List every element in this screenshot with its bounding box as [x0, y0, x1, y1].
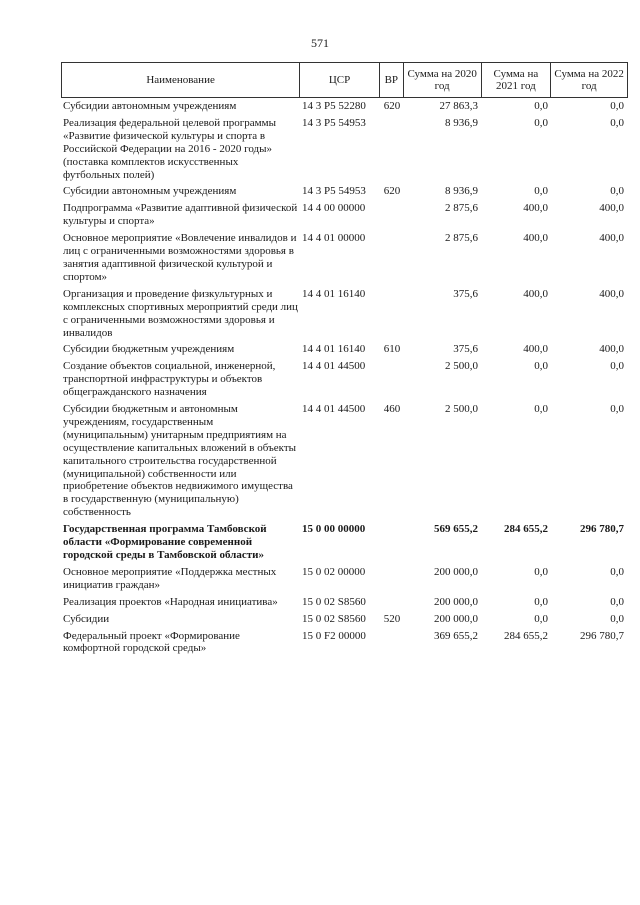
row-csr: 15 0 02 S8560 [302, 595, 366, 608]
table-row [61, 117, 628, 182]
row-sum-2022: 400,0 [599, 232, 624, 245]
page-number: 571 [311, 36, 329, 50]
row-csr: 15 0 00 00000 [302, 523, 366, 536]
row-sum-2021: 0,0 [534, 595, 548, 608]
row-sum-2022: 0,0 [610, 116, 624, 129]
row-vr [380, 202, 404, 228]
header-sum-2021: Сумма на 2021 год [482, 63, 552, 97]
row-sum-2022: 296 780,7 [580, 523, 624, 536]
row-csr: 14 4 00 00000 [302, 202, 366, 215]
row-vr [380, 596, 404, 609]
row-vr: 610 [383, 343, 401, 356]
row-sum-2021: 284 655,2 [504, 629, 548, 642]
table-header [61, 62, 628, 98]
row-sum-2022: 400,0 [599, 202, 624, 215]
header-csr: ЦСР [300, 63, 380, 97]
row-name: Федеральный проект «Формирование комфортной городской среды» [63, 629, 240, 655]
table-row [61, 360, 628, 399]
row-name: Реализация проектов «Народная инициатива» [63, 595, 278, 608]
row-sum-2020: 2 500,0 [445, 403, 478, 416]
row-csr: 14 3 P5 54953 [302, 185, 366, 198]
table-row [61, 613, 628, 626]
row-csr: 14 4 01 00000 [302, 232, 366, 245]
table-body [61, 100, 628, 655]
row-csr: 15 0 02 00000 [302, 565, 366, 578]
row-csr: 15 0 F2 00000 [302, 629, 366, 642]
table-row [61, 403, 628, 519]
row-sum-2022: 0,0 [610, 100, 624, 112]
row-sum-2020: 2 875,6 [445, 202, 478, 215]
row-name: Субсидии бюджетным и автономным учреждениям, государственным (муниципальным) унитарным предприятиям на осуществление капитальных вложений в объекты капитального строительства государственной (муниципальной) собственности или приобретение объектов недвижимого имущества в государственную (муниципальную) собственность [63, 403, 297, 519]
row-csr: 15 0 02 S8560 [302, 612, 366, 625]
row-sum-2021: 0,0 [534, 116, 548, 129]
row-sum-2021: 0,0 [534, 185, 548, 198]
row-sum-2022: 400,0 [599, 343, 624, 356]
row-sum-2022: 400,0 [599, 287, 624, 300]
table-row [61, 202, 628, 228]
row-sum-2020: 200 000,0 [434, 612, 478, 625]
row-vr: 620 [383, 100, 401, 112]
header-sum-2020: Сумма на 2020 год [404, 63, 482, 97]
row-sum-2021: 0,0 [534, 360, 548, 373]
row-csr: 14 3 P5 54953 [302, 116, 366, 129]
row-sum-2021: 400,0 [523, 343, 548, 356]
row-sum-2021: 400,0 [523, 232, 548, 245]
row-sum-2020: 2 875,6 [445, 232, 478, 245]
row-vr [380, 523, 404, 562]
row-sum-2021: 0,0 [534, 612, 548, 625]
row-sum-2022: 0,0 [610, 565, 624, 578]
row-sum-2021: 400,0 [523, 287, 548, 300]
row-sum-2022: 0,0 [610, 612, 624, 625]
row-sum-2022: 0,0 [610, 360, 624, 373]
row-csr: 14 4 01 44500 [302, 360, 366, 373]
row-sum-2020: 8 936,9 [445, 116, 478, 129]
row-sum-2022: 0,0 [610, 403, 624, 416]
row-sum-2021: 0,0 [534, 100, 548, 112]
row-csr: 14 4 01 16140 [302, 343, 366, 356]
row-sum-2020: 375,6 [453, 343, 478, 356]
row-sum-2021: 400,0 [523, 202, 548, 215]
row-vr: 620 [383, 185, 401, 198]
row-name: Реализация федеральной целевой программы «Развитие физической культуры и спорта в Российской Федерации на 2016 - 2020 годы» (поставка комплектов искусственных футбольных полей) [63, 116, 276, 181]
table-row [61, 232, 628, 284]
row-sum-2022: 296 780,7 [580, 629, 624, 642]
row-name: Основное мероприятие «Поддержка местных инициатив граждан» [63, 565, 277, 591]
row-name: Подпрограмма «Развитие адаптивной физической культуры и спорта» [63, 202, 298, 228]
row-sum-2020: 375,6 [453, 287, 478, 300]
row-vr [380, 117, 404, 182]
row-sum-2020: 8 936,9 [445, 185, 478, 198]
budget-table [61, 62, 628, 659]
row-sum-2020: 200 000,0 [434, 595, 478, 608]
row-vr [380, 630, 404, 656]
row-csr: 14 4 01 16140 [302, 287, 366, 300]
row-name: Субсидии бюджетным учреждениям [63, 343, 235, 356]
table-row [61, 100, 628, 113]
row-vr [380, 288, 404, 340]
row-sum-2020: 369 655,2 [434, 629, 478, 642]
row-vr: 460 [383, 403, 401, 416]
header-name: Наименование [62, 63, 300, 97]
row-vr [380, 360, 404, 399]
row-name: Субсидии [63, 612, 110, 625]
table-row [61, 523, 628, 562]
row-sum-2020: 27 863,3 [439, 100, 478, 112]
row-vr: 520 [383, 612, 401, 625]
table-row [61, 288, 628, 340]
row-sum-2022: 0,0 [610, 185, 624, 198]
header-sum-2022: Сумма на 2022 год [554, 68, 624, 92]
row-name: Организация и проведение физкультурных и комплексных спортивных мероприятий среди лиц с ограниченными возможностями здоровья и инвалидов [63, 287, 298, 339]
table-row [61, 343, 628, 356]
row-sum-2020: 200 000,0 [434, 565, 478, 578]
table-row [61, 566, 628, 592]
row-name: Создание объектов социальной, инженерной, транспортной инфраструктуры и объектов общегражданского назначения [63, 360, 276, 399]
row-name: Основное мероприятие «Вовлечение инвалидов и лиц с ограниченными возможностями здоровья в занятия адаптивной физической культурой и спортом» [63, 232, 297, 283]
row-vr [380, 566, 404, 592]
table-row [61, 596, 628, 609]
row-sum-2021: 0,0 [534, 565, 548, 578]
row-sum-2020: 569 655,2 [434, 523, 478, 536]
table-row [61, 630, 628, 656]
row-csr: 14 3 P5 52280 [302, 100, 366, 112]
row-name: Субсидии автономным учреждениям [63, 100, 237, 112]
row-sum-2022: 0,0 [610, 595, 624, 608]
row-sum-2021: 0,0 [534, 403, 548, 416]
row-vr [380, 232, 404, 284]
row-sum-2021: 284 655,2 [504, 523, 548, 536]
row-sum-2020: 2 500,0 [445, 360, 478, 373]
row-csr: 14 4 01 44500 [302, 403, 366, 416]
row-name: Государственная программа Тамбовской области «Формирование современной городской среды в Тамбовской области» [63, 523, 267, 561]
header-vr: ВР [380, 63, 404, 97]
row-name: Субсидии автономным учреждениям [63, 185, 237, 198]
table-row [61, 185, 628, 198]
